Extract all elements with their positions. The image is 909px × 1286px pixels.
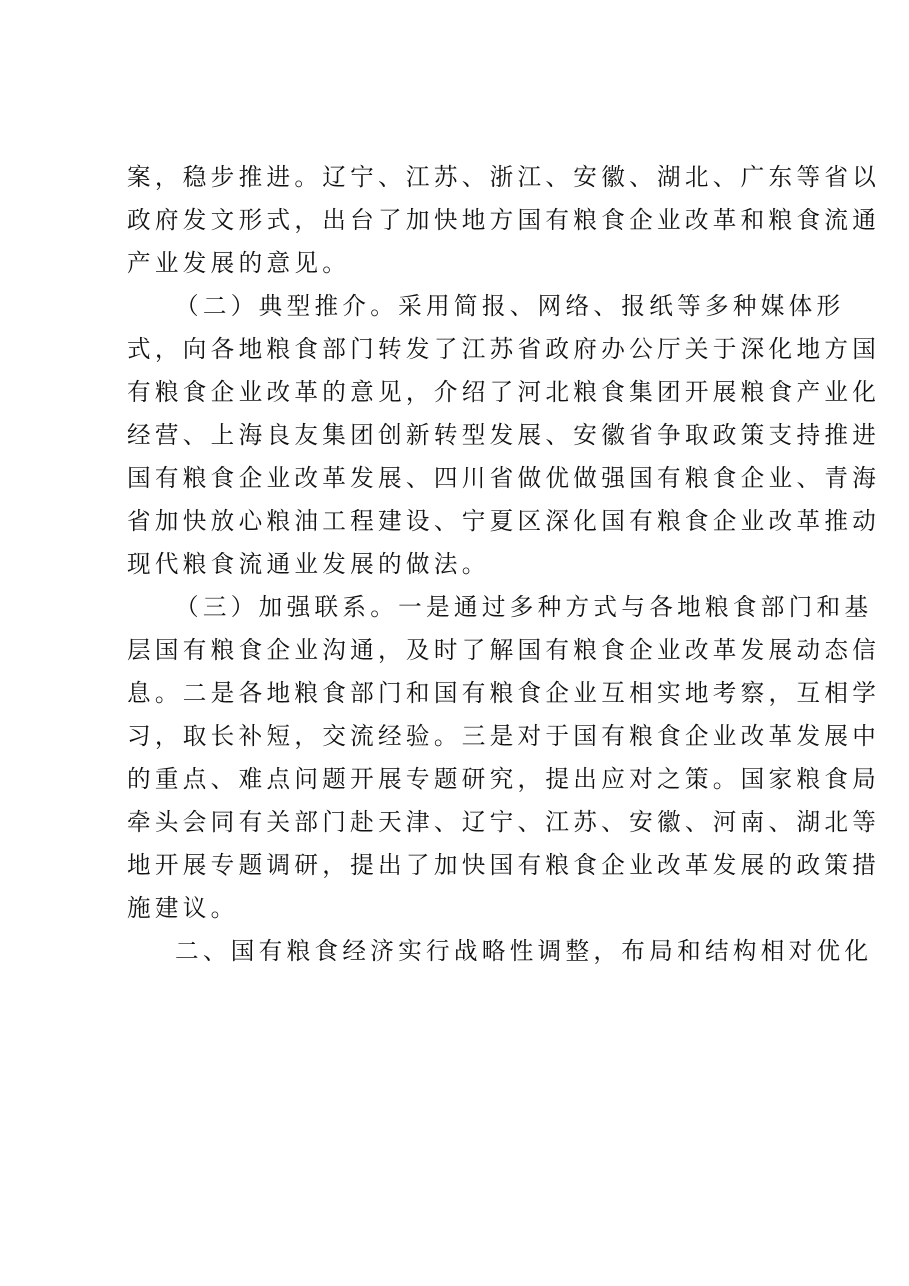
paragraph-3 bbox=[127, 586, 881, 930]
text-line: 省加快放心粮油工程建设、宁夏区深化国有粮食企业改革推动 bbox=[127, 507, 881, 535]
text-line: （三）加强联系。一是通过多种方式与各地粮食部门和基 bbox=[175, 593, 873, 621]
text-line: 政府发文形式，出台了加快地方国有粮食企业改革和粮食流通 bbox=[127, 206, 881, 234]
text-line: 国有粮食企业改革发展、四川省做优做强国有粮食企业、青海 bbox=[127, 464, 881, 492]
text-line: （二）典型推介。采用简报、网络、报纸等多种媒体形 bbox=[175, 292, 845, 320]
text-line: 经营、上海良友集团创新转型发展、安徽省争取政策支持推进 bbox=[127, 421, 881, 449]
text-line: 习，取长补短，交流经验。三是对于国有粮食企业改革发展中 bbox=[127, 722, 881, 750]
text-line: 产业发展的意见。 bbox=[127, 249, 351, 277]
text-line: 有粮食企业改革的意见，介绍了河北粮食集团开展粮食产业化 bbox=[127, 378, 881, 406]
section-heading bbox=[127, 930, 873, 973]
document-body bbox=[127, 156, 881, 973]
text-line: 施建议。 bbox=[127, 894, 239, 922]
text-line: 的重点、难点问题开展专题研究，提出应对之策。国家粮食局 bbox=[127, 765, 881, 793]
paragraph-1 bbox=[127, 156, 881, 285]
text-line: 二、国有粮食经济实行战略性调整，布局和结构相对优化 bbox=[175, 937, 873, 965]
text-line: 息。二是各地粮食部门和国有粮食企业互相实地考察，互相学 bbox=[127, 679, 881, 707]
text-line: 牵头会同有关部门赴天津、辽宁、江苏、安徽、河南、湖北等 bbox=[127, 808, 881, 836]
text-line: 案，稳步推进。辽宁、江苏、浙江、安徽、湖北、广东等省以 bbox=[127, 163, 881, 191]
paragraph-2 bbox=[127, 285, 881, 586]
text-line: 地开展专题调研，提出了加快国有粮食企业改革发展的政策措 bbox=[127, 851, 881, 879]
text-line: 层国有粮食企业沟通，及时了解国有粮食企业改革发展动态信 bbox=[127, 636, 881, 664]
text-line: 现代粮食流通业发展的做法。 bbox=[127, 550, 490, 578]
text-line: 式，向各地粮食部门转发了江苏省政府办公厅关于深化地方国 bbox=[127, 335, 881, 363]
